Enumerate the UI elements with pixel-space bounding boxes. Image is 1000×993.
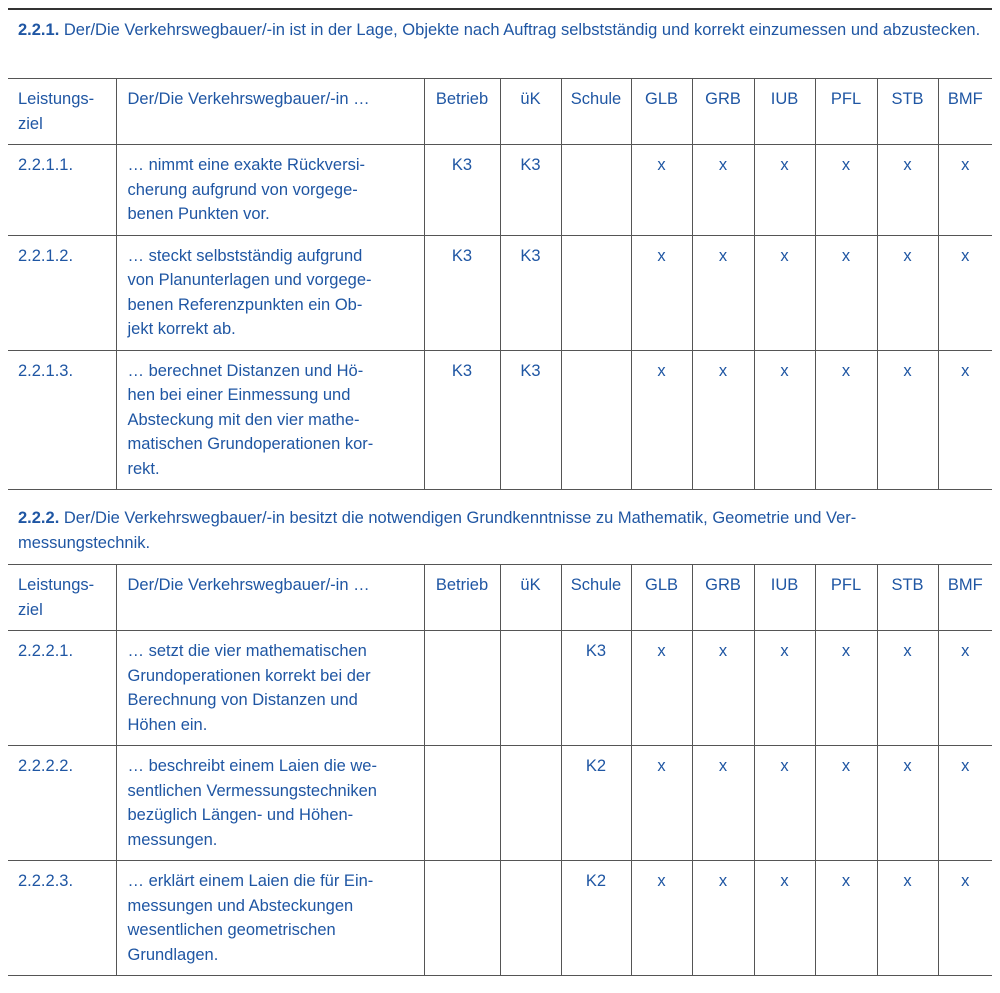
cell-schule: K2	[561, 746, 631, 861]
description-line: … beschreibt einem Laien die we-	[127, 757, 377, 775]
table-row	[8, 861, 992, 976]
goal-number: 2.2.1.1.	[8, 145, 116, 236]
header-goal-line1: Leistungs-	[18, 576, 95, 594]
cell-betrieb	[424, 861, 500, 976]
cell-uk	[500, 746, 561, 861]
cell-iub: x	[754, 746, 815, 861]
goal-number: 2.2.1.2.	[8, 235, 116, 350]
goal-number: 2.2.2.1.	[8, 631, 116, 746]
goal-description	[116, 235, 424, 350]
cell-bmf: x	[938, 746, 992, 861]
table-header-row	[8, 79, 992, 145]
cell-grb: x	[692, 350, 754, 490]
cell-schule	[561, 235, 631, 350]
cell-grb: x	[692, 631, 754, 746]
section-heading-2-2-2	[8, 498, 992, 556]
cell-bmf: x	[938, 861, 992, 976]
cell-grb: x	[692, 746, 754, 861]
cell-glb: x	[631, 235, 692, 350]
description-line: messungen und Absteckungen	[127, 896, 354, 915]
header-goal	[8, 79, 116, 145]
header-col-glb: GLB	[631, 79, 692, 145]
table-row	[8, 631, 992, 746]
goal-description	[116, 145, 424, 236]
cell-iub: x	[754, 145, 815, 236]
cell-stb: x	[877, 746, 938, 861]
cell-schule: K3	[561, 631, 631, 746]
description-line: benen Referenzpunkten ein Ob-	[127, 295, 363, 314]
description-line: wesentlichen geometrischen	[127, 921, 336, 939]
description-line: matischen Grundoperationen kor-	[127, 435, 374, 453]
section-heading-line1: Der/Die Verkehrswegbauer/-in besitzt die notwendigen Grundkenntnisse zu Mathematik, Geometrie und Ver-	[63, 509, 857, 527]
description-line: … berechnet Distanzen und Hö-	[127, 361, 364, 380]
cell-iub: x	[754, 861, 815, 976]
section-heading-line2: messungstechnik.	[18, 534, 151, 552]
header-col-betrieb: Betrieb	[424, 565, 500, 631]
cell-iub: x	[754, 631, 815, 746]
description-line: … steckt selbstständig aufgrund	[127, 246, 363, 265]
cell-glb: x	[631, 631, 692, 746]
cell-glb: x	[631, 350, 692, 490]
description-line: … nimmt eine exakte Rückversi-	[127, 156, 365, 174]
competence-table-2-2-2	[8, 565, 992, 976]
goal-description	[116, 631, 424, 746]
cell-iub: x	[754, 235, 815, 350]
cell-stb: x	[877, 235, 938, 350]
description-line: hen bei einer Einmessung und	[127, 386, 351, 404]
description-line: Absteckung mit den vier mathe-	[127, 410, 360, 429]
cell-betrieb: K3	[424, 350, 500, 490]
header-desc: Der/Die Verkehrswegbauer/-in …	[116, 565, 424, 631]
cell-stb: x	[877, 350, 938, 490]
table-header-row	[8, 565, 992, 631]
cell-glb: x	[631, 145, 692, 236]
cell-pfl: x	[815, 145, 877, 236]
header-col-stb: STB	[877, 79, 938, 145]
section-heading-text: Der/Die Verkehrswegbauer/-in ist in der Lage, Objekte nach Auftrag selbstständig und korrekt einzumessen und abzustecken.	[63, 21, 981, 39]
description-line: … erklärt einem Laien die für Ein-	[127, 872, 374, 890]
header-col-betrieb: Betrieb	[424, 79, 500, 145]
cell-bmf: x	[938, 145, 992, 236]
cell-uk	[500, 861, 561, 976]
description-line: benen Punkten vor.	[127, 205, 270, 223]
cell-grb: x	[692, 145, 754, 236]
description-line: rekt.	[127, 459, 160, 478]
header-col-bmf: BMF	[938, 79, 992, 145]
cell-betrieb: K3	[424, 235, 500, 350]
header-col-schule: Schule	[561, 565, 631, 631]
cell-stb: x	[877, 145, 938, 236]
cell-iub: x	[754, 350, 815, 490]
description-line: Grundlagen.	[127, 945, 219, 964]
cell-bmf: x	[938, 350, 992, 490]
section-number: 2.2.2.	[18, 509, 60, 527]
cell-uk: K3	[500, 350, 561, 490]
cell-uk: K3	[500, 235, 561, 350]
cell-schule	[561, 350, 631, 490]
header-goal-line2: ziel	[18, 114, 43, 133]
cell-glb: x	[631, 746, 692, 861]
cell-grb: x	[692, 235, 754, 350]
goal-description	[116, 746, 424, 861]
header-goal-line2: ziel	[18, 600, 43, 619]
table-row	[8, 145, 992, 236]
cell-pfl: x	[815, 235, 877, 350]
cell-pfl: x	[815, 631, 877, 746]
header-col-iub: IUB	[754, 565, 815, 631]
description-line: jekt korrekt ab.	[127, 320, 236, 338]
table-row	[8, 746, 992, 861]
cell-bmf: x	[938, 235, 992, 350]
cell-stb: x	[877, 631, 938, 746]
description-line: bezüglich Längen- und Höhen-	[127, 806, 354, 824]
table-row	[8, 350, 992, 490]
header-col-uk: üK	[500, 565, 561, 631]
goal-number: 2.2.2.2.	[8, 746, 116, 861]
header-col-pfl: PFL	[815, 79, 877, 145]
table-row	[8, 235, 992, 350]
cell-schule	[561, 145, 631, 236]
goal-description	[116, 861, 424, 976]
description-line: messungen.	[127, 830, 218, 849]
description-line: sentlichen Vermessungstechniken	[127, 781, 377, 800]
description-line: Grundoperationen korrekt bei der	[127, 666, 371, 685]
description-line: Höhen ein.	[127, 715, 208, 734]
description-line: Berechnung von Distanzen und	[127, 691, 358, 709]
header-col-grb: GRB	[692, 565, 754, 631]
header-col-iub: IUB	[754, 79, 815, 145]
cell-bmf: x	[938, 631, 992, 746]
header-col-pfl: PFL	[815, 565, 877, 631]
header-col-uk: üK	[500, 79, 561, 145]
cell-grb: x	[692, 861, 754, 976]
cell-glb: x	[631, 861, 692, 976]
cell-pfl: x	[815, 746, 877, 861]
header-col-stb: STB	[877, 565, 938, 631]
cell-betrieb: K3	[424, 145, 500, 236]
cell-betrieb	[424, 746, 500, 861]
description-line: … setzt die vier mathematischen	[127, 642, 367, 660]
goal-description	[116, 350, 424, 490]
cell-pfl: x	[815, 350, 877, 490]
header-col-glb: GLB	[631, 565, 692, 631]
goal-number: 2.2.2.3.	[8, 861, 116, 976]
header-col-grb: GRB	[692, 79, 754, 145]
section-number: 2.2.1.	[18, 21, 60, 39]
goal-number: 2.2.1.3.	[8, 350, 116, 490]
header-desc: Der/Die Verkehrswegbauer/-in …	[116, 79, 424, 145]
cell-pfl: x	[815, 861, 877, 976]
header-goal-line1: Leistungs-	[18, 90, 95, 108]
header-col-bmf: BMF	[938, 565, 992, 631]
cell-betrieb	[424, 631, 500, 746]
cell-schule: K2	[561, 861, 631, 976]
cell-uk: K3	[500, 145, 561, 236]
description-line: cherung aufgrund von vorgege-	[127, 180, 358, 199]
section-heading-2-2-1	[8, 10, 992, 43]
header-col-schule: Schule	[561, 79, 631, 145]
header-goal	[8, 565, 116, 631]
competence-table-2-2-1	[8, 79, 992, 490]
cell-uk	[500, 631, 561, 746]
cell-stb: x	[877, 861, 938, 976]
description-line: von Planunterlagen und vorgege-	[127, 271, 372, 289]
